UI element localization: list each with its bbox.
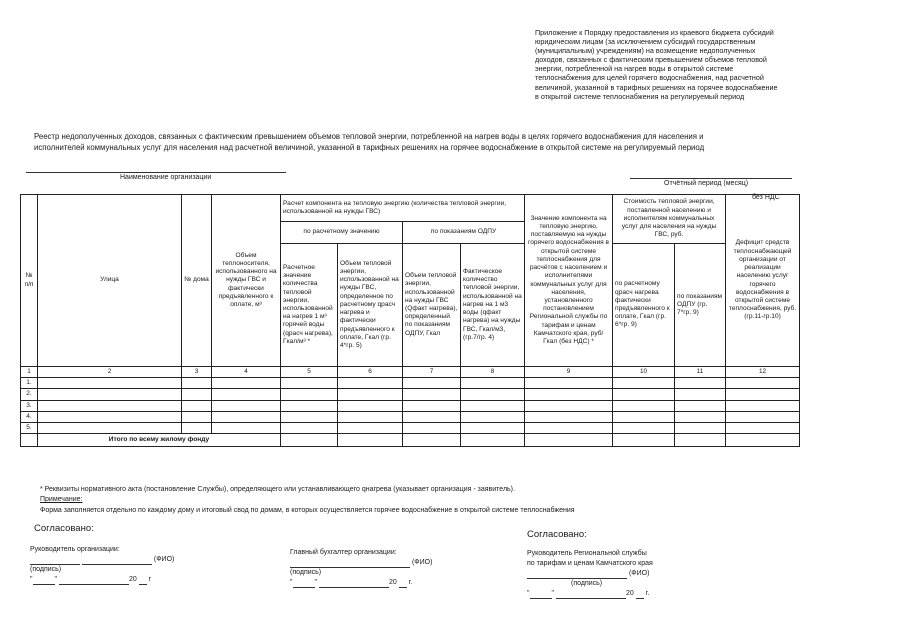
podpis-label: (подпись) — [290, 569, 322, 576]
table-row — [21, 423, 800, 434]
note-text: Форма заполняется отдельно по каждому дому и итоговый свод по домам, в которых осуществляется горячее водоснабжение в открытой системе теплоснабжения — [40, 507, 575, 514]
year-prefix: 20 — [625, 590, 634, 597]
col-header-volume: Объем теплоносителя, использованного на нужды ГВС и фактически предъявленного к оплате, м³ — [212, 195, 281, 367]
table-cell[interactable] — [613, 389, 675, 400]
col-header-component: Значение компонента на тепловую энергию, поставляемую на нужды горячего водоснабжения в открытой системе теплоснабжения для расчётов с населением и исполнителями коммунальных услуг для населения, установленного постановлением Региональной службы по тарифам и ценам Камчатского края, руб/Гкал (без НДС) * — [525, 195, 613, 367]
appendix-line: Приложение к Порядку предоставления из краевого бюджета субсидий — [535, 28, 774, 37]
table-cell[interactable] — [726, 423, 800, 434]
appendix-note — [535, 28, 825, 101]
year-g: г. — [408, 579, 413, 586]
col-header-street: Улица — [38, 195, 182, 367]
appendix-line: теплоснабжения для целей горячего водоснабжения, над расчетной — [535, 73, 764, 83]
col-header-6: Объем тепловой энергии, использованной на нужды ГВС, определенное по расчетному qрасч нагрева и фактически предъявленного к оплате, Гкал (гр. 4*гр. 5) — [338, 244, 403, 367]
table-cell[interactable] — [182, 411, 212, 422]
signature-role: по тарифам и ценам Камчатского края — [527, 560, 653, 567]
table-cell[interactable] — [613, 411, 675, 422]
table-cell[interactable] — [281, 411, 338, 422]
year-line[interactable] — [399, 580, 407, 588]
table-cell[interactable] — [281, 400, 338, 411]
table-cell[interactable] — [675, 423, 726, 434]
table-row — [21, 389, 800, 400]
appendix-line: юридическим лицам (за исключением субсидий государственным — [535, 37, 756, 47]
table-cell[interactable] — [38, 423, 182, 434]
table-cell[interactable] — [338, 434, 403, 447]
col-header-num: № п/п — [21, 195, 38, 367]
table-cell[interactable] — [212, 400, 281, 411]
table-cell[interactable] — [525, 434, 613, 447]
table-cell[interactable] — [212, 423, 281, 434]
col-header-by-calc: по расчетному значению — [281, 222, 403, 244]
col-header-11: по показаниям ОДПУ (гр. 7*гр. 9) — [675, 244, 726, 367]
day-line[interactable] — [293, 580, 315, 588]
table-cell[interactable] — [461, 423, 525, 434]
table-cell — [21, 434, 38, 447]
table-cell[interactable] — [613, 423, 675, 434]
table-cell[interactable] — [461, 400, 525, 411]
signature-role: Руководитель организации: — [30, 546, 120, 553]
table-cell[interactable] — [613, 434, 675, 447]
month-line[interactable] — [319, 580, 389, 588]
table-cell[interactable] — [182, 400, 212, 411]
year-prefix: 20 — [388, 579, 397, 586]
col-header-5: Расчетное значение количества тепловой энергии, использованной на нагрев 1 м³ горячей воды (qрасч нагрева), Гкал/м³ * — [281, 244, 338, 367]
table-cell[interactable] — [525, 423, 613, 434]
fio-label: (ФИО) — [411, 559, 433, 566]
col-number: 3 — [182, 367, 212, 378]
table-row — [21, 400, 800, 411]
vat-note: без НДС — [752, 194, 780, 201]
table-cell[interactable] — [281, 423, 338, 434]
column-number-row — [21, 367, 800, 378]
org-name-label: Наименование организации — [120, 174, 212, 181]
register-title-line: Реестр недополученных доходов, связанных с фактическим превышением объемов тепловой энергии, потребленной на нагрев воды в целях горячего водоснабжения для населения и — [34, 132, 704, 141]
total-row — [21, 434, 800, 447]
signature-role: Главный бухгалтер организации: — [290, 549, 397, 556]
year-line[interactable] — [636, 591, 644, 599]
table-cell[interactable] — [182, 423, 212, 434]
col-header-10: по расчетному qрасч нагрева фактически предъявленного к оплате, Гкал (гр. 6*гр. 9) — [613, 244, 675, 367]
agreed-right: Согласовано: — [527, 529, 587, 540]
table-cell[interactable] — [461, 389, 525, 400]
table-cell[interactable] — [726, 389, 800, 400]
table-cell[interactable] — [403, 411, 461, 422]
register-table — [20, 194, 800, 447]
col-header-8: Фактическое количество тепловой энергии, использованной на нагрев на 1 м3 воды (qфакт нагрева) на нужды ГВС, Гкал/м3, (гр.7/гр. 4) — [461, 244, 525, 367]
table-cell[interactable] — [613, 378, 675, 389]
col-number: 10 — [613, 367, 675, 378]
col-number: 12 — [726, 367, 800, 378]
table-cell[interactable] — [403, 389, 461, 400]
table-cell[interactable] — [461, 378, 525, 389]
table-cell[interactable] — [281, 378, 338, 389]
day-line[interactable] — [530, 591, 552, 599]
table-cell[interactable] — [675, 434, 726, 447]
table-row — [21, 378, 800, 389]
col-number: 8 — [461, 367, 525, 378]
fio-line[interactable] — [82, 557, 152, 565]
table-cell[interactable] — [182, 378, 212, 389]
table-cell[interactable] — [338, 423, 403, 434]
footnote: * Реквизиты нормативного акта (постановление Службы), определяющего или устанавливающего qнагрева (указывает организация - заявитель). — [40, 486, 515, 493]
col-header-deficit: Дефицит средств теплоснабжающей организации от реализации населению услуг горячего водоснабжения в открытой системе теплоснабжения, руб. (гр.11-гр.10) — [726, 195, 800, 367]
table-cell[interactable] — [461, 434, 525, 447]
fio-label: (ФИО) — [153, 556, 175, 563]
col-number: 9 — [525, 367, 613, 378]
table-cell[interactable] — [338, 400, 403, 411]
table-cell[interactable] — [212, 389, 281, 400]
table-cell[interactable] — [726, 400, 800, 411]
col-number: 4 — [212, 367, 281, 378]
year-g: г. — [645, 590, 650, 597]
org-name-line[interactable] — [26, 172, 286, 173]
col-number: 7 — [403, 367, 461, 378]
table-cell[interactable] — [338, 411, 403, 422]
table-cell[interactable] — [726, 378, 800, 389]
note-title: Примечание: — [40, 496, 83, 503]
table-cell[interactable] — [338, 389, 403, 400]
period-line[interactable] — [630, 178, 792, 179]
table-cell[interactable] — [403, 423, 461, 434]
table-cell[interactable] — [38, 389, 182, 400]
fio-line[interactable] — [290, 560, 410, 568]
month-line[interactable] — [59, 577, 129, 585]
register-title — [34, 131, 884, 153]
row-number: 3. — [21, 400, 38, 411]
fio-label: (ФИО) — [628, 570, 650, 577]
table-cell[interactable] — [675, 411, 726, 422]
agreed-left: Согласовано: — [34, 523, 94, 534]
table-cell[interactable] — [212, 411, 281, 422]
table-cell[interactable] — [525, 378, 613, 389]
appendix-line: доходов, связанных с фактическим превышением объемов тепловой — [535, 55, 767, 65]
table-cell[interactable] — [726, 434, 800, 447]
table-cell[interactable] — [212, 378, 281, 389]
day-line[interactable] — [33, 577, 55, 585]
table-cell[interactable] — [525, 389, 613, 400]
fio-line[interactable] — [527, 571, 627, 579]
row-number: 1. — [21, 378, 38, 389]
table-cell[interactable] — [281, 434, 338, 447]
period-label: Отчётный период (месяц) — [664, 180, 749, 187]
col-header-calc-group: Расчет компонента на тепловую энергию (количества тепловой энергии, использованной на нужды ГВС) — [281, 195, 525, 222]
table-cell[interactable] — [675, 378, 726, 389]
table-cell[interactable] — [675, 389, 726, 400]
podpis-label: (подпись) — [571, 580, 603, 587]
col-number: 2 — [38, 367, 182, 378]
col-number: 11 — [675, 367, 726, 378]
podpis-label: (подпись) — [30, 566, 62, 573]
col-number: 5 — [281, 367, 338, 378]
col-header-by-odpu: по показаниям ОДПУ — [403, 222, 525, 244]
appendix-line: в открытой системе теплоснабжения на регулируемый период — [535, 91, 745, 101]
signature-head-org: Руководитель организации: (ФИО) (подпись) " " 20 г — [30, 545, 260, 585]
col-number: 6 — [338, 367, 403, 378]
table-cell[interactable] — [182, 389, 212, 400]
row-number: 2. — [21, 389, 38, 400]
table-cell[interactable] — [675, 400, 726, 411]
signature-line[interactable] — [30, 557, 80, 565]
appendix-line: (муниципальным) учреждениям) на возмещение недополученных — [535, 46, 756, 56]
table-cell[interactable] — [461, 411, 525, 422]
signature-head-service: Руководитель Региональной службы по тарифам и ценам Камчатского края (ФИО) (подпись) " " 20 г. — [527, 549, 747, 599]
signature-chief-accountant: Главный бухгалтер организации: (ФИО) (подпись) " " 20 г. — [290, 548, 490, 588]
register-title-line: исполнителей коммунальных услуг для населения над расчетной величиной, указанной в тарифных решениях на горячее водоснабжение в открытой системе на регулируемый период — [34, 143, 705, 152]
table-cell[interactable] — [38, 411, 182, 422]
table-cell[interactable] — [403, 434, 461, 447]
row-number: 4. — [21, 411, 38, 422]
year-prefix: 20 — [128, 576, 137, 583]
total-label: Итого по всему жилому фонду — [38, 434, 281, 447]
table-cell[interactable] — [525, 411, 613, 422]
col-header-house: № дома — [182, 195, 212, 367]
table-cell[interactable] — [403, 378, 461, 389]
table-row — [21, 411, 800, 422]
row-number: 5. — [21, 423, 38, 434]
table-cell[interactable] — [525, 400, 613, 411]
col-header-cost-group: Стоимость тепловой энергии, поставленной населению и исполнителям коммунальных услуг для населения на нужды ГВС, руб. — [613, 195, 726, 244]
table-cell[interactable] — [38, 378, 182, 389]
appendix-line: величиной, указанной в тарифных решениях на горячее водоснабжение — [535, 82, 778, 92]
month-line[interactable] — [556, 591, 626, 599]
table-cell[interactable] — [726, 411, 800, 422]
table-cell[interactable] — [38, 400, 182, 411]
appendix-line: энергии, потребленной на нагрев воды в открытой системе — [535, 64, 734, 74]
signature-role: Руководитель Региональной службы — [527, 550, 647, 557]
table-cell[interactable] — [613, 400, 675, 411]
table-cell[interactable] — [338, 378, 403, 389]
col-number: 1 — [21, 367, 38, 378]
col-header-7: Объем тепловой энергии, использованной на нужды ГВС (Qфакт нагрева), определенный по показаниям ОДПУ, Гкал — [403, 244, 461, 367]
table-cell[interactable] — [281, 389, 338, 400]
year-line[interactable] — [139, 577, 147, 585]
table-cell[interactable] — [403, 400, 461, 411]
